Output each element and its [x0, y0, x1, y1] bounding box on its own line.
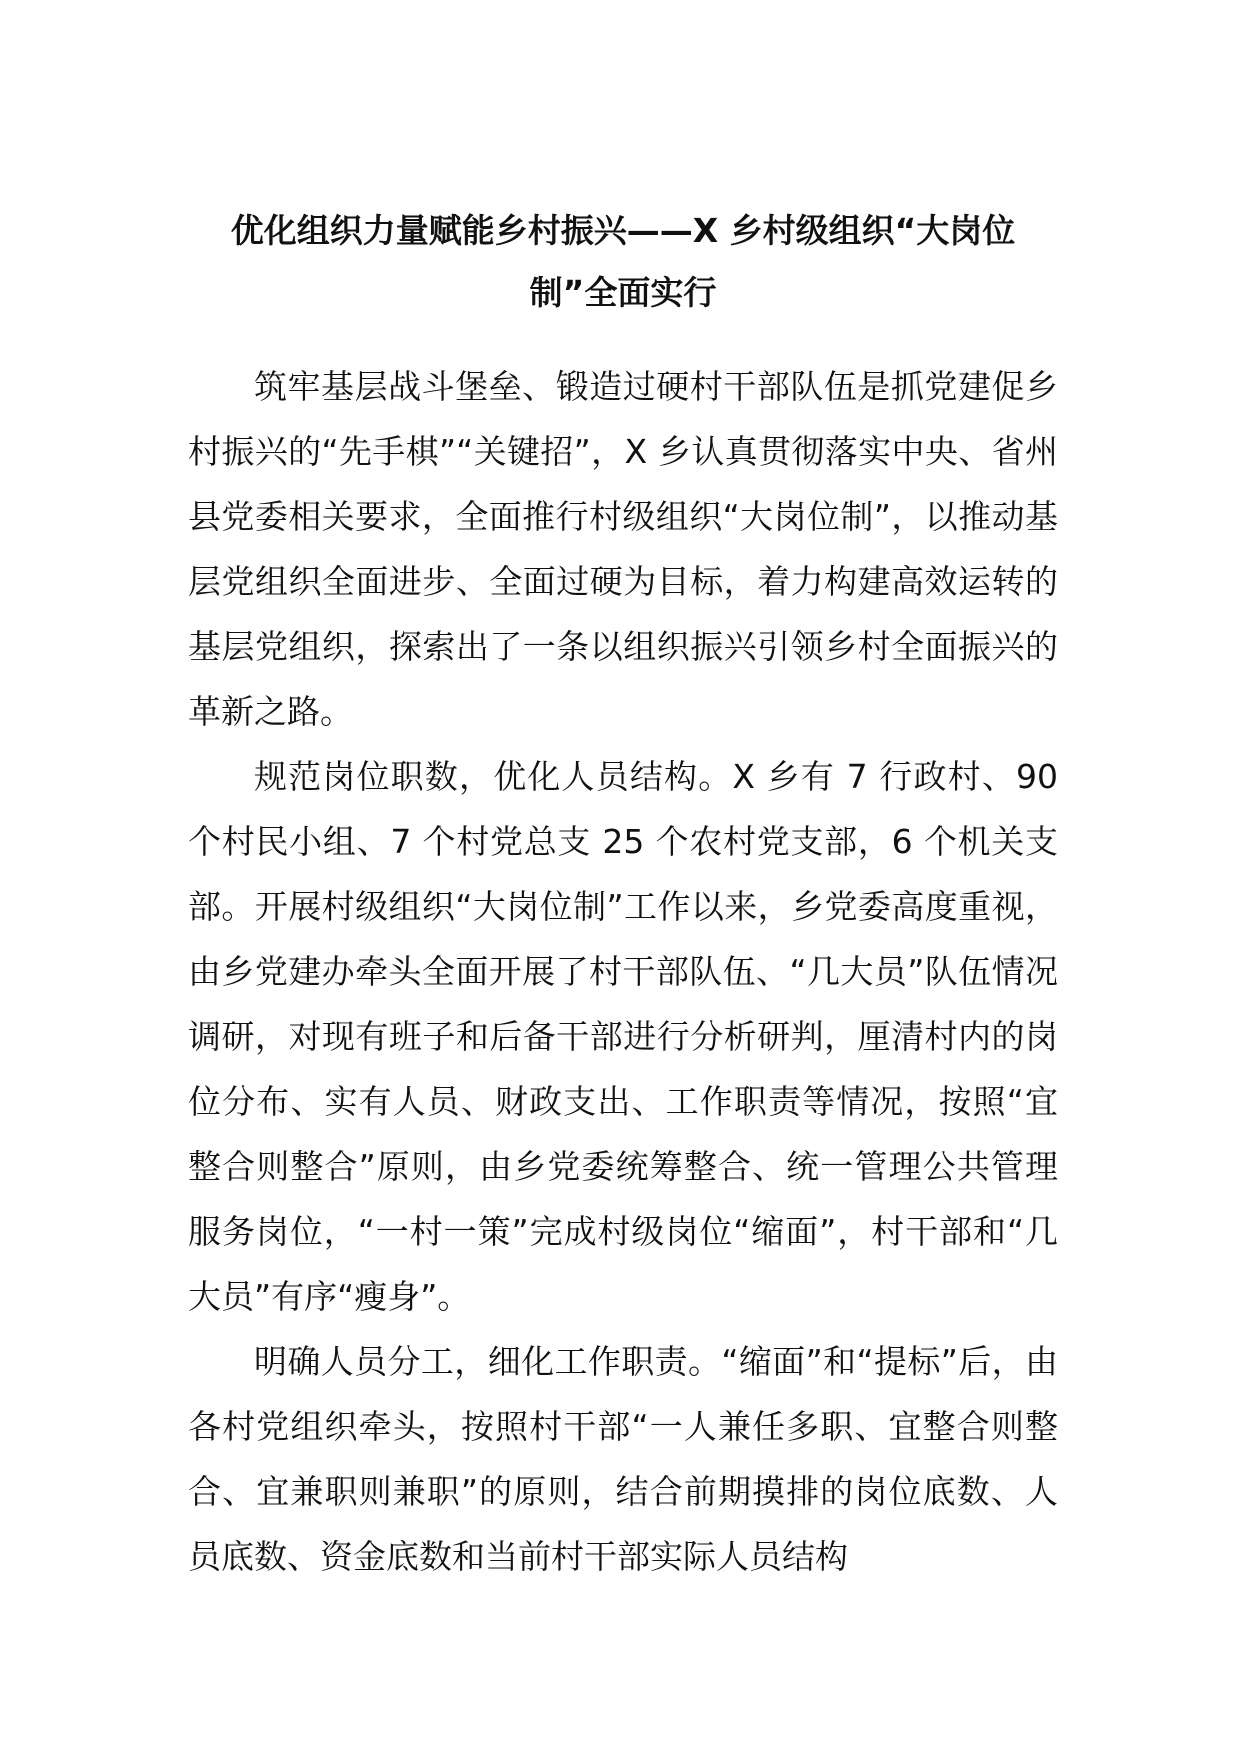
document-page: [188, 200, 1058, 1589]
title-line-1: 优化组织力量赋能乡村振兴——X 乡村级组织“大岗位: [230, 211, 1016, 250]
paragraph-intro: 筑牢基层战斗堡垒、锻造过硬村干部队伍是抓党建促乡村振兴的“先手棋”“关键招”，X 乡认真贯彻落实中央、省州县党委相关要求，全面推行村级组织“大岗位制”，以推动基层党组织全面进步、全面过硬为目标，着力构建高效运转的基层党组织，探索出了一条以组织振兴引领乡村全面振兴的革新之路。: [188, 367, 1058, 731]
paragraph-duty-division: 明确人员分工，细化工作职责。“缩面”和“提标”后，由各村党组织牵头，按照村干部“一人兼任多职、宜整合则整合、宜兼职则兼职”的原则，结合前期摸排的岗位底数、人员底数、资金底数和当前村干部实际人员结构: [188, 1342, 1058, 1576]
paragraph-post-structure: 规范岗位职数，优化人员结构。X 乡有 7 行政村、90 个村民小组、7 个村党总支 25 个农村党支部，6 个机关支部。开展村级组织“大岗位制”工作以来，乡党委高度重视，由乡党建办牵头全面开展了村干部队伍、“几大员”队伍情况调研，对现有班子和后备干部进行分析研判，厘清村内的岗位分布、实有人员、财政支出、工作职责等情况，按照“宜整合则整合”原则，由乡党委统筹整合、统一管理公共管理服务岗位，“一村一策”完成村级岗位“缩面”，村干部和“几大员”有序“瘦身”。: [188, 757, 1058, 1316]
document-title: [188, 200, 1058, 324]
title-line-2: 制”全面实行: [529, 273, 717, 312]
document-body: [188, 354, 1058, 1589]
